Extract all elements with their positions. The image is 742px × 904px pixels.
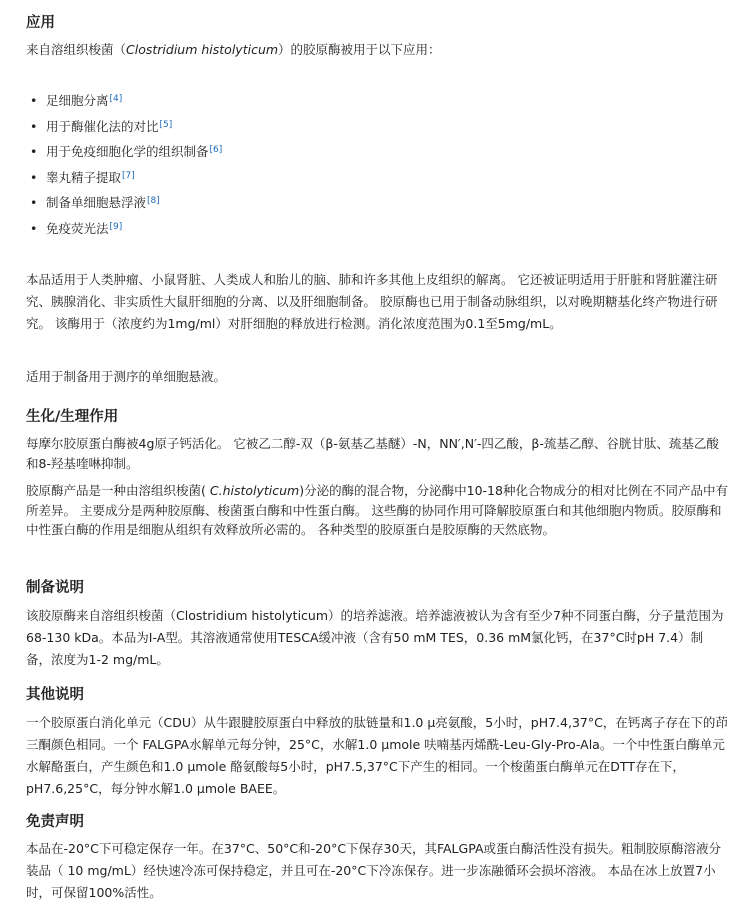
- reference-link[interactable]: [4]: [109, 94, 123, 104]
- other-paragraph: 一个胶原蛋白消化单元（CDU）从牛跟腱胶原蛋白中释放的肽链量和1.0 μ亮氨酸，5小时，pH7.4,37°C，在钙离子存在下的茚三酮颜色相同。一个 FALGPA水解单元每分钟，25°C，水解1.0 μmole 呋喃基丙烯酰-Leu-Gly-Pro-Ala。一个中性蛋白酶单元水解酪蛋白，产生颜色和1.0 μmole 酪氨酸每5小时，pH7.5,37°C下产生的相同。一个梭菌蛋白酶单元在DTT存在下，pH7.6,25°C，每分钟水解1.0 μmole BAEE。: [26, 715, 728, 796]
- reference-link[interactable]: [9]: [109, 221, 123, 232]
- section-title-preparation: 制备说明: [26, 580, 84, 596]
- bullet-icon: •: [30, 118, 38, 134]
- applications-list: [26, 92, 222, 246]
- section-title-other: 其他说明: [26, 687, 84, 703]
- bullet-icon: •: [30, 169, 38, 185]
- reference-link[interactable]: [7]: [122, 170, 135, 181]
- bullet-icon: •: [30, 93, 38, 108]
- bullet-icon: •: [30, 195, 38, 211]
- biochem-paragraph: 每摩尔胶原蛋白酶被4g原子钙活化。 它被乙二醇-双（β-氨基乙基醚）-N，NN′,N′-四乙酸，β-巯基乙醇、谷胱甘肽、巯基乙酸和8-羟基喹啉抑制。: [26, 436, 719, 471]
- preparation-paragraph: 该胶原酶来自溶组织梭菌（Clostridium histolyticum）的培养滤液。培养滤液被认为含有至少7种不同蛋白酶，分子量范围为68-130 kDa。本品为I-A型。其溶液通常使用TESCA缓冲液（含有50 mM TES，0.36 mM氯化钙，在37°C时pH 7.4）制备，浓度为1-2 mg/mL。: [26, 608, 724, 667]
- applications-paragraph: 本品适用于人类肿瘤、小鼠肾脏、人类成人和胎儿的脑、肺和许多其他上皮组织的解离。 它还被证明适用于肝脏和肾脏灌注研究、胰腺消化、非实质性大鼠肝细胞的分离、以及肝细胞制备。 胶原酶也已用于制备动脉组织，以对晚期糖基化终产物进行研究。 该酶用于（浓度约为1mg/ml）对肝细胞的释放进行检测。消化浓度范围为0.1至5mg/mL。: [26, 272, 718, 331]
- bullet-icon: •: [30, 220, 38, 236]
- reference-link[interactable]: [8]: [147, 196, 160, 207]
- list-item: • 免疫荧光法[9]: [30, 220, 123, 236]
- reference-link[interactable]: [5]: [159, 119, 173, 130]
- reference-link[interactable]: [6]: [209, 145, 223, 156]
- section-title-applications: 应用: [26, 15, 55, 31]
- list-item: • 用于免疫细胞化学的组织制备[6]: [30, 144, 223, 160]
- list-item: • 制备单细胞悬浮液[8]: [30, 195, 160, 211]
- applications-paragraph-2: 适用于制备用于测序的单细胞悬液。: [26, 369, 227, 384]
- list-item: • 足细胞分离[4]: [30, 93, 123, 108]
- bullet-icon: •: [30, 144, 38, 160]
- section-title-biochem: 生化/生理作用: [26, 409, 119, 425]
- applications-intro: 来自溶组织梭菌（Clostridium histolyticum）的胶原酶被用于以下应用：: [26, 42, 441, 57]
- list-item: • 睾丸精子提取[7]: [30, 169, 135, 185]
- section-title-disclaimer: 免责声明: [26, 814, 84, 830]
- biochem-paragraph-2: 胶原酶产品是一种由溶组织梭菌( C.histolyticum)分泌的酶的混合物，分泌酶中10-18种化合物成分的相对比例在不同产品中有所差异。 主要成分是两种胶原酶、梭菌蛋白酶和中性蛋白酶。 这些酶的协同作用可降解胶原蛋白和其他细胞内物质。胶原酶和中性蛋白酶的作用是细胞从组织有效释放所必需的。 各种类型的胶原蛋白是胶原酶的天然底物。: [26, 483, 728, 537]
- disclaimer-paragraph: 本品在-20°C下可稳定保存一年。在37°C、50°C和-20°C下保存30天，其FALGPA或蛋白酶活性没有损失。粗制胶原酶溶液分装品（ 10 mg/mL）经快速冷冻可保持稳定，并且可在-20°C下冷冻保存。进一步冻融循环会损坏溶液。 本品在冰上放置7小时，可保留100%活性。: [26, 841, 721, 900]
- list-item: • 用于酶催化法的对比[5]: [30, 118, 173, 134]
